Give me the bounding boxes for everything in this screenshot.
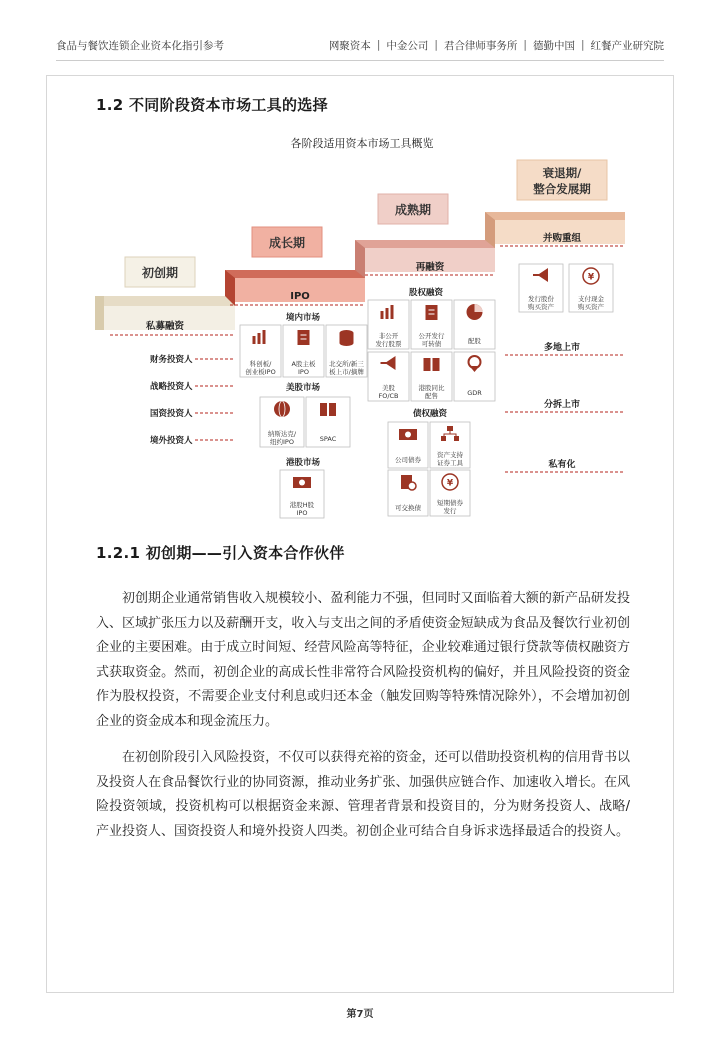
tool-label: 发行股份购买资产 (528, 295, 554, 311)
org-name: 网聚资本 (328, 39, 371, 52)
stage-growth: 成长期 (268, 236, 306, 250)
investor-list (150, 354, 235, 446)
us-tools (260, 397, 350, 447)
coins-icon (340, 330, 354, 346)
decline-row-label: 分拆上市 (543, 400, 581, 410)
tool-tile (454, 300, 495, 349)
page-number: 第7页 (346, 1009, 374, 1020)
tool-tile (240, 325, 281, 377)
tool-tile (569, 264, 613, 312)
tool-tile (388, 470, 428, 516)
paragraph: 在初创阶段引入风险投资，不仅可以获得充裕的资金，还可以借助投资机构的信用背书以及投资人在食品餐饮行业的协同资源，推动业务扩张、加强供应链合作、加速收入增长。在风险投资领域，投资机构可以根据资金来源、管理者背景和投资目的，分为财务投资人、战略/产业投资人、国资投资人和境外投资人四类。初创企业可结合自身诉求选择最适合的投资人。 (96, 750, 630, 839)
org-name: 君合律师事务所 (443, 39, 518, 52)
doc-icon (298, 330, 310, 345)
investor-type: 财务投资人 (150, 355, 193, 365)
tool-tile (519, 264, 563, 312)
tool-label: 配股 (468, 337, 481, 345)
tool-label: 港股H股 IPO (289, 501, 315, 517)
org-name: 中金公司 (386, 39, 429, 52)
band-ipo: IPO (290, 291, 310, 302)
tool-tile (454, 352, 495, 401)
document-title: 食品与餐饮连锁企业资本化指引参考 (56, 39, 224, 52)
band-private: 私募融资 (145, 321, 185, 332)
decline-row-label: 私有化 (548, 460, 576, 470)
tool-label: 资产支持证券工具 (437, 451, 463, 467)
tool-tile (306, 397, 350, 447)
tool-label: 可交换债 (395, 504, 421, 512)
hk-market-label: 港股市场 (285, 458, 321, 468)
tool-tile (260, 397, 304, 447)
bill-icon (399, 429, 417, 440)
section-heading: 1.2 不同阶段资本市场工具的选择 (96, 96, 328, 114)
equity-financing-label: 股权融资 (408, 288, 444, 298)
tool-label: 港股同比配售 (418, 384, 445, 400)
stage-decline: 衰退期/整合发展期 (533, 166, 591, 196)
tool-label: 非公开发行股票 (375, 332, 402, 348)
tool-tile (283, 325, 324, 377)
domestic-market-label: 境内市场 (285, 313, 321, 323)
diagram-title: 各阶段适用资本市场工具概览 (290, 137, 434, 150)
hk-tools (280, 470, 324, 518)
stage-mature: 成熟期 (394, 203, 432, 217)
band-mna: 并购重组 (542, 233, 582, 244)
doc-icon (426, 305, 438, 320)
investor-type: 国资投资人 (150, 409, 193, 419)
capital-tools-diagram (90, 130, 650, 522)
debt-financing-label: 债权融资 (412, 409, 448, 419)
equity-tools (368, 300, 495, 401)
tool-tile (430, 470, 470, 516)
tool-tile (368, 300, 409, 349)
org-list: 网聚资本 | 中金公司 | 君合律师事务所 | 德勤中国 | 红餐产业研究院 (328, 39, 664, 52)
tool-tile (411, 352, 452, 401)
header-divider (56, 60, 664, 61)
tool-tile (326, 325, 367, 377)
domestic-tools (240, 325, 367, 377)
band-refinancing: 再融资 (415, 262, 445, 273)
globe-icon (274, 401, 290, 417)
tool-label: 支付现金购买资产 (578, 295, 604, 311)
org-name: 红餐产业研究院 (590, 39, 664, 52)
decline-rows (505, 341, 625, 472)
tool-label: SPAC (319, 435, 337, 443)
tool-tile (411, 300, 452, 349)
us-market-label: 美股市场 (285, 383, 321, 393)
svg-text:¥: ¥ (446, 478, 454, 489)
tool-label: 美股 FO/CB (378, 384, 399, 400)
mna-tools (519, 264, 613, 312)
tool-label: 短期债券发行 (437, 499, 463, 515)
tool-tile (430, 422, 470, 468)
tool-label: 科创板/创业板IPO (245, 360, 276, 376)
debt-tools (388, 422, 470, 516)
stage-startup: 初创期 (141, 266, 179, 280)
tool-tile (280, 470, 324, 518)
investor-type: 境外投资人 (150, 436, 193, 446)
page-header (56, 36, 664, 54)
bill-icon (293, 477, 311, 488)
tool-label: 纳斯达克/纽约IPO (267, 430, 297, 446)
tool-label: GDR (467, 389, 482, 397)
tool-tile (388, 422, 428, 468)
tool-label: 公司债券 (395, 456, 421, 464)
tool-tile (368, 352, 409, 401)
tool-label: 北交所/新三板上市/摘牌 (329, 360, 364, 376)
pie-icon (467, 304, 483, 320)
svg-text:¥: ¥ (587, 272, 595, 283)
tool-label: 公开发行可转债 (418, 332, 445, 348)
org-name: 德勤中国 (532, 39, 575, 52)
paragraph: 初创期企业通常销售收入规模较小、盈利能力不强，但同时又面临着大额的新产品研发投入、区域扩张压力以及薪酬开支，收入与支出之间的矛盾使资金短缺成为食品及餐饮行业初创企业的主要困难。由于成立时间短、经营风险高等特征，企业较难通过银行贷款等债权融资方式获取资金。然而，初创企业的高成长性非常符合风险投资机构的偏好，并且风险投资的资金作为股权投资，不需要企业支付利息或归还本金（触发回购等特殊情况除外），不会增加初创企业的资金成本和现金流压力。 (96, 591, 630, 729)
subsection-heading: 1.2.1 初创期——引入资本合作伙伴 (96, 544, 345, 562)
decline-row-label: 多地上市 (543, 343, 581, 353)
tool-label: A股主板 IPO (291, 360, 316, 376)
investor-type: 战略投资人 (150, 382, 193, 392)
